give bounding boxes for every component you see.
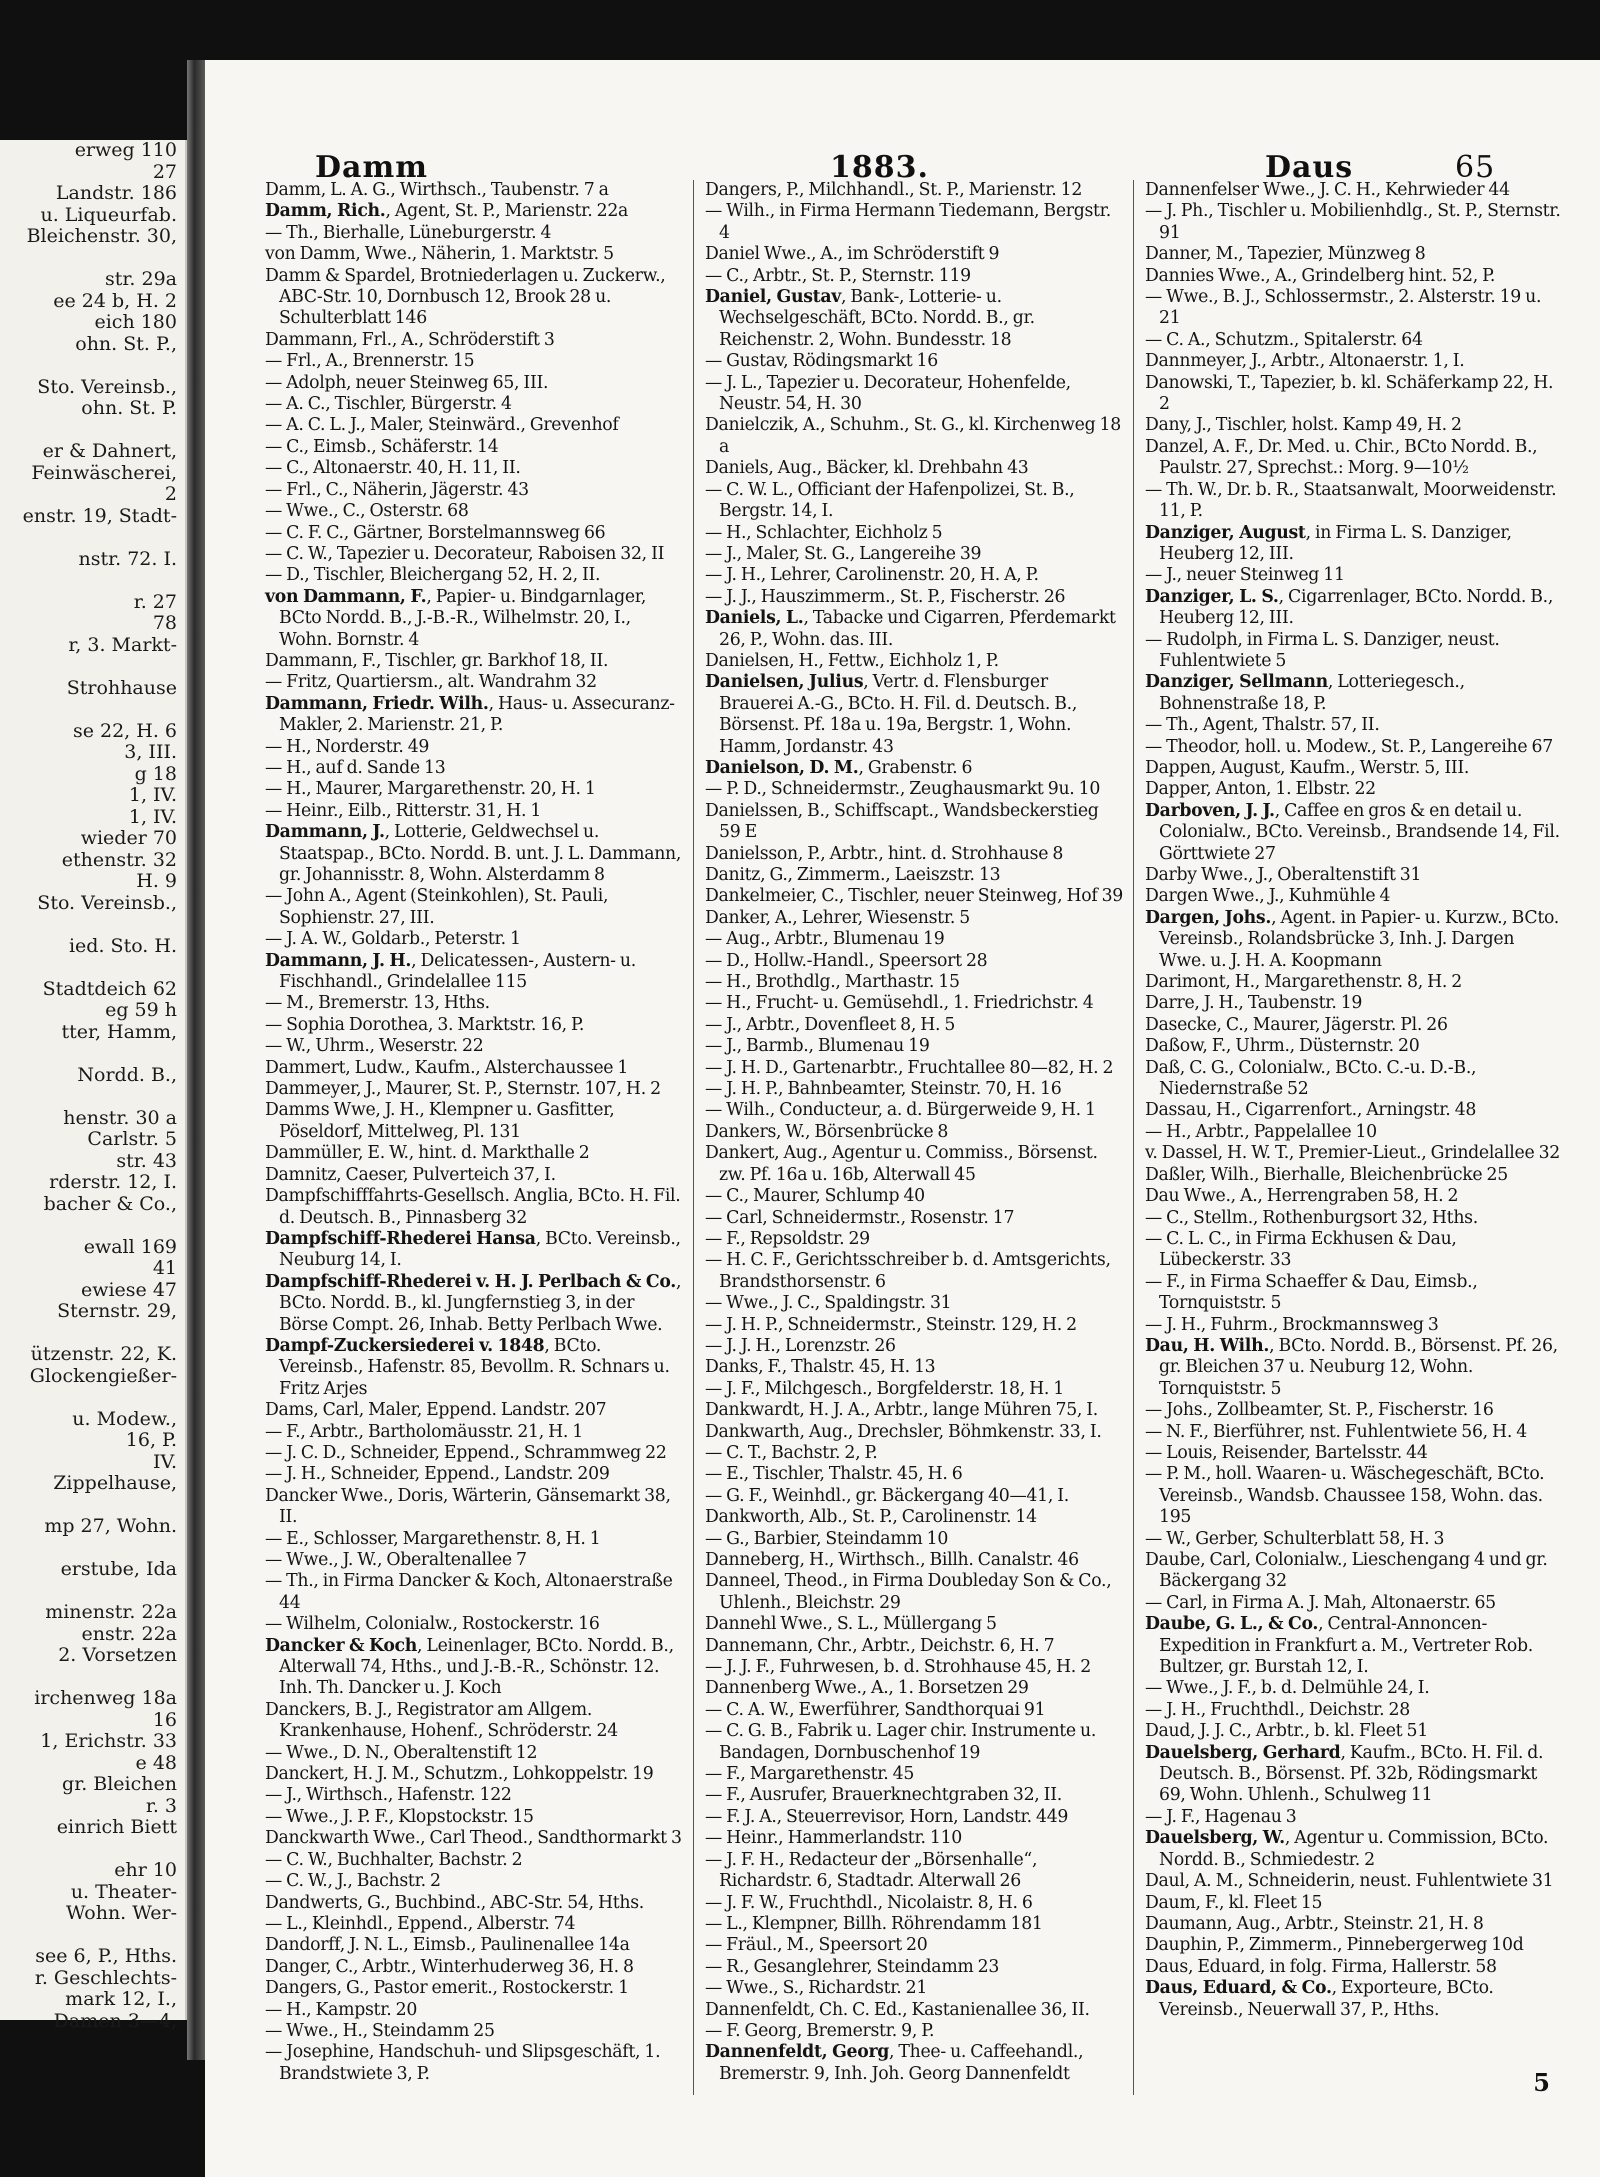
directory-entry: Danitz, G., Zimmerm., Laeiszstr. 13: [705, 865, 1001, 885]
directory-entry: Dangers, P., Milchhandl., St. P., Marienstr. 12: [705, 180, 1083, 200]
directory-entry: — P. D., Schneidermstr., Zeughausmarkt 9u. 10: [705, 779, 1101, 800]
directory-entry: — J., Arbtr., Dovenfleet 8, H. 5: [705, 1014, 956, 1035]
directory-entry: Dannies Wwe., A., Grindelberg hint. 52, P.: [1145, 265, 1496, 286]
fragment-line: str. 43: [116, 1149, 177, 1172]
directory-entry: Dammann, J., Lotterie, Geldwechsel u. Staatspap., BCto. Nordd. B. unt. J. L. Dammann, gr. Johannisstr. 8, Wohn. Alsterdamm 8: [265, 822, 682, 885]
directory-entry: Daum, F., kl. Fleet 15: [1145, 1892, 1323, 1913]
fragment-line: erweg 110: [74, 139, 177, 161]
directory-entry: Danneberg, H., Wirthsch., Billh. Canalstr. 46: [705, 1550, 1079, 1570]
fragment-line: u. Theater-: [70, 1880, 177, 1903]
directory-entry: — Th., Bierhalle, Lüneburgerstr. 4: [265, 222, 552, 243]
directory-entry: — J. F., Hagenau 3: [1145, 1806, 1297, 1827]
directory-entry: — H., Frucht- u. Gemüsehdl., 1. Friedrichstr. 4: [705, 993, 1094, 1014]
directory-entry: — J. A. W., Goldarb., Peterstr. 1: [265, 929, 521, 950]
directory-entry: Dargen, Johs., Agent. in Papier- u. Kurzw., BCto. Vereinsb., Rolandsbrücke 3, Inh. J. Dargen Wwe. u. J. H. A. Koopmann: [1145, 907, 1559, 971]
directory-entry: — J. H. P., Bahnbeamter, Steinstr. 70, H. 16: [705, 1079, 1062, 1100]
directory-entry: Daube, Carl, Colonialw., Lieschengang 4 und gr. Bäckergang 32: [1145, 1550, 1548, 1592]
directory-entry: Daniels, Aug., Bäcker, kl. Drehbahn 43: [705, 458, 1029, 479]
directory-entry: Dams, Carl, Maler, Eppend. Landstr. 207: [265, 1400, 607, 1421]
directory-entry: — W., Uhrm., Weserstr. 22: [265, 1036, 484, 1057]
directory-entry: — J. J. H., Lorenzstr. 26: [705, 1335, 896, 1356]
directory-entry: Dandwerts, G., Buchbind., ABC-Str. 54, Hths.: [265, 1892, 644, 1913]
directory-entry: Daniel, Gustav, Bank-, Lotterie- u. Wechselgeschäft, BCto. Nordd. B., gr. Reichenstr. 2, Wohn. Bundesstr. 18: [705, 287, 1035, 350]
book-gutter: [187, 60, 205, 2060]
fragment-line: r. Geschlechts-: [34, 1966, 177, 1989]
directory-entry: Dau Wwe., A., Herrengraben 58, H. 2: [1145, 1186, 1459, 1207]
directory-entry: — F., in Firma Schaeffer & Dau, Eimsb., Tornquiststr. 5: [1145, 1271, 1478, 1314]
directory-entry: — Th., in Firma Dancker & Koch, Altonaerstraße 44: [265, 1571, 673, 1613]
directory-entry: — G., Barbier, Steindamm 10: [705, 1528, 949, 1549]
directory-entry: — Carl, Schneidermstr., Rosenstr. 17: [705, 1207, 1015, 1228]
directory-entry: Daus, Eduard, in folg. Firma, Hallerstr. 58: [1145, 1956, 1497, 1977]
directory-entry: — F., Margarethenstr. 45: [705, 1764, 915, 1785]
directory-entry: — Wwe., D. N., Oberaltenstift 12: [265, 1742, 538, 1763]
directory-entry: — J., Maler, St. G., Langereihe 39: [705, 543, 982, 564]
directory-entry: Damm & Spardel, Brotniederlagen u. Zuckerw., ABC-Str. 10, Dornbusch 12, Brook 28 u. Schulterblatt 146: [265, 265, 666, 329]
directory-entry: — Adolph, neuer Steinweg 65, III.: [265, 372, 549, 393]
directory-entry: Dannenfelser Wwe., J. C. H., Kehrwieder 44: [1145, 180, 1510, 200]
fragment-line: 41: [152, 1257, 177, 1279]
directory-entry: — C. F. C., Gärtner, Borstelmannsweg 66: [265, 522, 606, 543]
fragment-line: ützenstr. 22, K.: [30, 1343, 177, 1365]
fragment-line: Glockengießer-: [29, 1364, 177, 1387]
page-number: 65: [1455, 150, 1496, 185]
fragment-line: Sternstr. 29,: [57, 1300, 177, 1322]
directory-entry: Dammert, Ludw., Kaufm., Alsterchaussee 1: [265, 1057, 629, 1078]
fragment-line: Stadtdeich 62: [42, 977, 177, 1000]
directory-entry: — Wwe., S., Richardstr. 21: [705, 1978, 928, 1999]
column-1: [265, 180, 683, 2110]
directory-entry: von Dammann, F., Papier- u. Bindgarnlager, BCto Nordd. B., J.-B.-R., Wilhelmstr. 20, I., Wohn. Bornstr. 4: [265, 586, 647, 650]
directory-entry: — J., Barmb., Blumenau 19: [705, 1036, 930, 1057]
directory-entry: — D., Hollw.-Handl., Speersort 28: [705, 950, 988, 971]
fragment-line: 1, IV.: [128, 784, 177, 806]
directory-entry: — Th. W., Dr. b. R., Staatsanwalt, Moorweidenstr. 11, P.: [1145, 479, 1557, 522]
directory-entry: Dammann, J. H., Delicatessen-, Austern- u. Fischhandl., Grindelallee 115: [265, 950, 636, 993]
fragment-line: 1, Erichstr. 33: [40, 1730, 177, 1752]
fragment-line: 78: [152, 612, 177, 634]
fragment-line: erstube, Ida: [60, 1558, 177, 1580]
directory-entry: — C. A., Schutzm., Spitalerstr. 64: [1145, 329, 1423, 350]
directory-entry: — C., Maurer, Schlump 40: [705, 1186, 925, 1207]
fragment-line: er & Dahnert,: [42, 440, 177, 462]
directory-entry: — Wwe., J. C., Spaldingstr. 31: [705, 1293, 952, 1314]
directory-entry: Dannenberg Wwe., A., 1. Borsetzen 29: [705, 1678, 1029, 1699]
directory-entry: Daumann, Aug., Arbtr., Steinstr. 21, H. 8: [1145, 1913, 1484, 1934]
directory-columns: [265, 180, 1565, 2120]
fragment-line: Nordd. B.,: [77, 1063, 177, 1086]
directory-entry: Dannehl Wwe., S. L., Müllergang 5: [705, 1614, 997, 1635]
directory-entry: Dannemann, Chr., Arbtr., Deichstr. 6, H. 7: [705, 1635, 1055, 1656]
directory-entry: — J. H. P., Schneidermstr., Steinstr. 129, H. 2: [705, 1314, 1077, 1335]
directory-entry: Dappen, August, Kaufm., Werstr. 5, III.: [1145, 757, 1470, 778]
fragment-line: Bleichenstr. 30,: [26, 225, 177, 247]
directory-entry: — Wwe., B. J., Schlossermstr., 2. Alsterstr. 19 u. 21: [1145, 287, 1542, 329]
directory-entry: — H., Brothdlg., Marthastr. 15: [705, 972, 960, 993]
fragment-line: bacher & Co.,: [43, 1192, 177, 1215]
column-2: [705, 180, 1123, 2110]
directory-entry: Dammann, F., Tischler, gr. Barkhof 18, II.: [265, 650, 609, 671]
directory-entry: Dany, J., Tischler, holst. Kamp 49, H. 2: [1145, 415, 1462, 436]
directory-entry: — Wwe., H., Steindamm 25: [265, 2020, 495, 2041]
directory-entry: Daßow, F., Uhrm., Düsternstr. 20: [1145, 1036, 1420, 1057]
directory-entry: — J. H., Lehrer, Carolinenstr. 20, H. A, P.: [705, 565, 1039, 586]
directory-entry: — M., Bremerstr. 13, Hths.: [265, 993, 490, 1014]
directory-entry: — J. J., Hauszimmerm., St. P., Fischerstr. 26: [705, 586, 1066, 607]
directory-entry: — H., Maurer, Margarethenstr. 20, H. 1: [265, 779, 596, 800]
directory-entry: Dankwarth, Aug., Drechsler, Böhmkenstr. 33, I.: [705, 1421, 1102, 1442]
directory-entry: — J. F. H., Redacteur der „Börsenhalle“, Richardstr. 6, Stadtadr. Alterwall 26: [705, 1849, 1038, 1892]
directory-entry: Dauelsberg, Gerhard, Kaufm., BCto. H. Fil. d. Deutsch. B., Börsenst. Pf. 32b, Rödingsmarkt 69, Wohn. Uhlenh., Schulweg 11: [1145, 1742, 1544, 1806]
directory-entry: Dankelmeier, C., Tischler, neuer Steinweg, Hof 39: [705, 886, 1124, 907]
fragment-line: ied. Sto. H.: [68, 934, 177, 957]
fragment-line: Damen 3—4,: [53, 2009, 177, 2032]
directory-entry: — G. F., Weinhdl., gr. Bäckergang 40—41, I.: [705, 1485, 1069, 1506]
directory-entry: Darboven, J. J., Caffee en gros & en detail u. Colonialw., BCto. Vereinsb., Brandsende 14, Fil. Görttwiete 27: [1145, 800, 1560, 864]
directory-entry: Danckers, B. J., Registrator am Allgem. Krankenhause, Hohenf., Schröderstr. 24: [265, 1699, 618, 1742]
directory-entry: — F. J. A., Steuerrevisor, Horn, Landstr. 449: [705, 1806, 1069, 1827]
directory-entry: — J. F. W., Fruchthdl., Nicolaistr. 8, H. 6: [705, 1892, 1033, 1913]
directory-entry: — D., Tischler, Bleichergang 52, H. 2, II.: [265, 565, 601, 586]
directory-entry: — J. H., Fruchthdl., Deichstr. 28: [1145, 1699, 1410, 1720]
directory-entry: Dammüller, E. W., hint. d. Markthalle 2: [265, 1143, 590, 1164]
directory-entry: — J. C. D., Schneider, Eppend., Schrammweg 22: [265, 1442, 667, 1463]
fragment-line: ehr 10: [114, 1859, 177, 1881]
fragment-line: enstr. 22a: [81, 1622, 177, 1645]
fragment-line: Feinwäscherei,: [31, 461, 177, 484]
fragment-line: rderstr. 12, I.: [49, 1171, 177, 1193]
fragment-line: henstr. 30 a: [63, 1106, 177, 1129]
directory-entry: Danzel, A. F., Dr. Med. u. Chir., BCto Nordd. B., Paulstr. 27, Sprechst.: Morg. 9—10½: [1145, 436, 1538, 479]
directory-entry: — Wwe., C., Osterstr. 68: [265, 501, 469, 522]
directory-entry: Dankers, W., Börsenbrücke 8: [705, 1121, 949, 1142]
directory-entry: — L., Kleinhdl., Eppend., Alberstr. 74: [265, 1913, 576, 1934]
directory-entry: Darby Wwe., J., Oberaltenstift 31: [1145, 865, 1422, 885]
directory-entry: — C. G. B., Fabrik u. Lager chir. Instrumente u. Bandagen, Dornbuschenhof 19: [705, 1721, 1097, 1763]
directory-entry: Danowski, T., Tapezier, b. kl. Schäferkamp 22, H. 2: [1145, 372, 1554, 415]
directory-entry: — Wilhelm, Colonialw., Rostockerstr. 16: [265, 1614, 600, 1635]
directory-entry: Daniels, L., Tabacke und Cigarren, Pferdemarkt 26, P., Wohn. das. III.: [705, 608, 1116, 650]
fragment-line: Wohn. Wer-: [66, 1902, 177, 1924]
previous-page-fragment: [0, 139, 187, 2032]
fragment-line: g 18: [134, 762, 177, 785]
fragment-line: nstr. 72. I.: [78, 547, 177, 570]
directory-entry: Damm, L. A. G., Wirthsch., Taubenstr. 7 a: [265, 180, 609, 200]
directory-entry: Danner, M., Tapezier, Münzweg 8: [1145, 244, 1426, 265]
directory-entry: — Frl., C., Näherin, Jägerstr. 43: [265, 479, 529, 500]
directory-entry: — J. F., Milchgesch., Borgfelderstr. 18, H. 1: [705, 1378, 1064, 1399]
directory-entry: Danziger, L. S., Cigarrenlager, BCto. Nordd. B., Heuberg 12, III.: [1145, 586, 1554, 629]
directory-entry: Dampfschifffahrts-Gesellsch. Anglia, BCto. H. Fil. d. Deutsch. B., Pinnasberg 32: [265, 1186, 681, 1228]
directory-entry: — Th., Agent, Thalstr. 57, II.: [1145, 715, 1380, 736]
fragment-line: Strohhause: [66, 676, 177, 699]
directory-entry: — Wwe., J. P. F., Klopstockstr. 15: [265, 1806, 534, 1827]
directory-entry: Damnitz, Caeser, Pulverteich 37, I.: [265, 1164, 556, 1185]
directory-entry: — J., neuer Steinweg 11: [1145, 565, 1345, 586]
directory-entry: Dankwardt, H. J. A., Arbtr., lange Mühren 75, I.: [705, 1400, 1098, 1421]
directory-entry: — Wilh., in Firma Hermann Tiedemann, Bergstr. 4: [705, 201, 1111, 243]
fragment-line: 3, III.: [124, 741, 177, 763]
directory-entry: Dampfschiff-Rhederei v. H. J. Perlbach & Co., BCto. Nordd. B., kl. Jungfernstieg 3, in der Börse Compt. 26, Inhab. Betty Perlbach Wwe.: [265, 1271, 682, 1335]
directory-entry: — Carl, in Firma A. J. Mah, Altonaerstr. 65: [1145, 1592, 1496, 1613]
header-year: 1883.: [830, 150, 929, 185]
directory-entry: Daß, C. G., Colonialw., BCto. C.-u. D.-B., Niedernstraße 52: [1145, 1057, 1477, 1100]
directory-entry: — R., Gesanglehrer, Steindamm 23: [705, 1956, 1000, 1977]
directory-entry: Dapper, Anton, 1. Elbstr. 22: [1145, 779, 1376, 800]
directory-entry: — C. W. L., Officiant der Hafenpolizei, St. B., Bergstr. 14, I.: [705, 479, 1075, 522]
directory-entry: Dammeyer, J., Maurer, St. P., Sternstr. 107, H. 2: [265, 1079, 661, 1100]
directory-entry: Dau, H. Wilh., BCto. Nordd. B., Börsenst. Pf. 26, gr. Bleichen 37 u. Neuburg 12, Wohn. Tornquiststr. 5: [1145, 1335, 1558, 1399]
directory-entry: Daniel Wwe., A., im Schröderstift 9: [705, 244, 1000, 265]
directory-entry: Damm, Rich., Agent, St. P., Marienstr. 22a: [265, 201, 629, 222]
fragment-line: Sto. Vereinsb.,: [37, 375, 177, 398]
directory-entry: Dampf-Zuckersiederei v. 1848, BCto. Vereinsb., Hafenstr. 85, Bevollm. R. Schnars u. Fritz Arjes: [265, 1335, 670, 1399]
signature-mark: 5: [1533, 2068, 1550, 2097]
directory-entry: — F., Arbtr., Bartholomäusstr. 21, H. 1: [265, 1421, 583, 1442]
fragment-line: ee 24 b, H. 2: [53, 289, 177, 312]
directory-entry: Danker, A., Lehrer, Wiesenstr. 5: [705, 907, 970, 928]
directory-entry: — C. A. W., Ewerführer, Sandthorquai 91: [705, 1699, 1046, 1720]
directory-entry: — H., Kampstr. 20: [265, 1999, 418, 2020]
fragment-line: u. Liqueurfab.: [40, 203, 177, 226]
directory-entry: Danielssen, B., Schiffscapt., Wandsbeckerstieg 59 E: [705, 800, 1099, 843]
fragment-line: ewiese 47: [80, 1278, 177, 1301]
directory-entry: — H., auf d. Sande 13: [265, 757, 446, 778]
directory-entry: — C., Stellm., Rothenburgsort 32, Hths.: [1145, 1207, 1478, 1228]
fragment-line: Carlstr. 5: [87, 1128, 177, 1150]
directory-entry: — P. M., holl. Waaren- u. Wäschegeschäft, BCto. Vereinsb., Wandsb. Chaussee 158, Wohn. das. 195: [1145, 1464, 1545, 1528]
directory-entry: — C. T., Bachstr. 2, P.: [705, 1442, 878, 1463]
directory-entry: — Wwe., J. W., Oberaltenallee 7: [265, 1550, 527, 1570]
fragment-line: ethenstr. 32: [61, 848, 177, 871]
directory-entry: — C. W., J., Bachstr. 2: [265, 1871, 441, 1892]
fragment-line: 1, IV.: [128, 805, 177, 828]
directory-entry: — J. H. D., Gartenarbtr., Fruchtallee 80—82, H. 2: [705, 1057, 1114, 1078]
fragment-line: tter, Hamm,: [61, 1020, 177, 1043]
fragment-line: 27: [152, 160, 177, 183]
directory-entry: — Louis, Reisender, Bartelsstr. 44: [1145, 1442, 1428, 1463]
directory-entry: von Damm, Wwe., Näherin, 1. Marktstr. 5: [265, 244, 614, 265]
directory-entry: Danielson, D. M., Grabenstr. 6: [705, 757, 973, 778]
directory-entry: Dangers, G., Pastor emerit., Rostockerstr. 1: [265, 1978, 629, 1999]
directory-entry: — C. W., Buchhalter, Bachstr. 2: [265, 1849, 523, 1870]
directory-entry: Dannenfeldt, Georg, Thee- u. Caffeehandl., Bremerstr. 9, Inh. Joh. Georg Dannenfeldt: [705, 2042, 1084, 2084]
directory-entry: — Aug., Arbtr., Blumenau 19: [705, 929, 945, 950]
directory-entry: — C., Eimsb., Schäferstr. 14: [265, 436, 499, 457]
directory-entry: Dannmeyer, J., Arbtr., Altonaerstr. 1, I.: [1145, 351, 1465, 372]
directory-entry: Dammann, Friedr. Wilh., Haus- u. Assecuranz-Makler, 2. Marienstr. 21, P.: [265, 693, 675, 736]
directory-entry: Dancker & Koch, Leinenlager, BCto. Nordd. B., Alterwall 74, Hths., und J.-B.-R., Schönstr. 12. Inh. Th. Dancker u. J. Koch: [265, 1635, 674, 1699]
fragment-line: minenstr. 22a: [45, 1601, 177, 1623]
directory-entry: Danielsen, Julius, Vertr. d. Flensburger Brauerei A.-G., BCto. H. Fil. d. Deutsch. B., Börsenst. Pf. 18a u. 19a, Bergstr. 1, Wohn. Hamm, Jordanstr. 43: [705, 672, 1078, 757]
directory-entry: — Fritz, Quartiersm., alt. Wandrahm 32: [265, 672, 597, 693]
directory-entry: Danger, C., Arbtr., Winterhuderweg 36, H. 8: [265, 1956, 634, 1977]
directory-entry: Darre, J. H., Taubenstr. 19: [1145, 993, 1363, 1014]
directory-entry: — Heinr., Eilb., Ritterstr. 31, H. 1: [265, 800, 542, 821]
directory-entry: Dasecke, C., Maurer, Jägerstr. Pl. 26: [1145, 1014, 1448, 1035]
fragment-line: 16: [152, 1708, 177, 1731]
directory-entry: Dassau, H., Cigarrenfort., Arningstr. 48: [1145, 1100, 1477, 1121]
directory-entry: — Rudolph, in Firma L. S. Danziger, neust. Fuhlentwiete 5: [1145, 629, 1500, 671]
fragment-line: e 48: [135, 1751, 177, 1774]
fragment-line: ewall 169: [83, 1235, 177, 1258]
directory-entry: — Frl., A., Brennerstr. 15: [265, 351, 475, 372]
directory-entry: — F., Repsoldstr. 29: [705, 1228, 870, 1249]
fragment-line: see 6, P., Hths.: [35, 1945, 177, 1967]
directory-entry: v. Dassel, H. W. T., Premier-Lieut., Grindelallee 32: [1145, 1143, 1560, 1164]
directory-entry: — C. W., Tapezier u. Decorateur, Raboisen 32, II: [265, 543, 665, 564]
column-3: [1145, 180, 1563, 2110]
directory-entry: Dammann, Frl., A., Schröderstift 3: [265, 329, 555, 350]
fragment-line: 16, P.: [125, 1429, 177, 1451]
directory-page: [205, 60, 1600, 2177]
fragment-line: Zippelhause,: [53, 1472, 177, 1494]
directory-entry: — L., Klempner, Billh. Röhrendamm 181: [705, 1913, 1043, 1934]
directory-entry: Damms Wwe, J. H., Klempner u. Gasfitter, Pöseldorf, Mittelweg, Pl. 131: [265, 1100, 615, 1142]
header-left-keyword: Damm: [315, 150, 428, 185]
fragment-line: u. Modew.,: [72, 1407, 177, 1430]
directory-entry: Dargen Wwe., J., Kuhmühle 4: [1145, 886, 1391, 907]
fragment-line: wieder 70: [80, 827, 177, 849]
directory-entry: — Josephine, Handschuh- und Slipsgeschäft, 1. Brandstwiete 3, P.: [265, 2042, 661, 2084]
fragment-line: r, 3. Markt-: [68, 633, 177, 656]
fragment-line: r. 3: [145, 1794, 177, 1817]
directory-entry: Danks, F., Thalstr. 45, H. 13: [705, 1357, 936, 1378]
directory-entry: Daube, G. L., & Co., Central-Annoncen-Expedition in Frankfurt a. M., Vertreter Rob. Bultzer, gr. Burstah 12, I.: [1145, 1614, 1533, 1678]
directory-entry: — F. Georg, Bremerstr. 9, P.: [705, 2020, 935, 2041]
fragment-line: enstr. 19, Stadt-: [22, 504, 177, 527]
fragment-line: ohn. St. P.: [81, 397, 177, 419]
directory-entry: Dankert, Aug., Agentur u. Commiss., Börsenst. zw. Pf. 16a u. 16b, Alterwall 45: [705, 1143, 1098, 1185]
directory-entry: Danielsson, P., Arbtr., hint. d. Strohhause 8: [705, 843, 1064, 864]
directory-entry: Danielczik, A., Schuhm., St. G., kl. Kirchenweg 18 a: [705, 415, 1121, 457]
directory-entry: Daus, Eduard, & Co., Exporteure, BCto. Vereinsb., Neuerwall 37, P., Hths.: [1145, 1978, 1494, 2020]
column-divider: [1133, 180, 1134, 2095]
fragment-line: Landstr. 186: [55, 182, 177, 204]
fragment-line: 2. Vorsetzen: [58, 1644, 177, 1666]
directory-entry: Dannenfeldt, Ch. C. Ed., Kastanienallee 36, II.: [705, 1999, 1090, 2020]
directory-entry: — Gustav, Rödingsmarkt 16: [705, 351, 938, 372]
directory-entry: — A. C. L. J., Maler, Steinwärd., Grevenhof: [265, 415, 619, 436]
directory-entry: — C. L. C., in Firma Eckhusen & Dau, Lübeckerstr. 33: [1145, 1228, 1457, 1271]
directory-entry: Dampfschiff-Rhederei Hansa, BCto. Vereinsb., Neuburg 14, I.: [265, 1228, 681, 1271]
directory-entry: — Sophia Dorothea, 3. Marktstr. 16, P.: [265, 1014, 585, 1035]
directory-entry: — J., Wirthsch., Hafenstr. 122: [265, 1785, 512, 1806]
directory-entry: Danneel, Theod., in Firma Doubleday Son & Co., Uhlenh., Bleichstr. 29: [705, 1571, 1112, 1613]
directory-entry: Dauelsberg, W., Agentur u. Commission, BCto. Nordd. B., Schmiedestr. 2: [1145, 1828, 1549, 1870]
fragment-line: gr. Bleichen: [62, 1773, 177, 1795]
directory-entry: — Johs., Zollbeamter, St. P., Fischerstr. 16: [1145, 1400, 1494, 1421]
directory-entry: Danziger, Sellmann, Lotteriegesch., Bohnenstraße 18, P.: [1145, 672, 1465, 714]
fragment-line: H. 9: [136, 870, 177, 892]
directory-entry: — A. C., Tischler, Bürgerstr. 4: [265, 394, 512, 415]
fragment-line: Sto. Vereinsb.,: [37, 891, 177, 914]
column-divider: [693, 180, 694, 2095]
directory-entry: — J. L., Tapezier u. Decorateur, Hohenfelde, Neustr. 54, H. 30: [705, 372, 1071, 415]
fragment-line: eich 180: [94, 311, 177, 333]
directory-entry: — Wilh., Conducteur, a. d. Bürgerweide 9, H. 1: [705, 1100, 1096, 1121]
fragment-line: str. 29a: [105, 268, 177, 290]
directory-entry: Dankworth, Alb., St. P., Carolinenstr. 14: [705, 1507, 1037, 1528]
directory-entry: Daul, A. M., Schneiderin, neust. Fuhlentwiete 31: [1145, 1871, 1554, 1892]
directory-entry: Danckwarth Wwe., Carl Theod., Sandthormarkt 3: [265, 1828, 682, 1849]
directory-entry: Darimont, H., Margarethenstr. 8, H. 2: [1145, 972, 1462, 993]
directory-entry: Daud, J. J. C., Arbtr., b. kl. Fleet 51: [1145, 1721, 1428, 1742]
fragment-line: mp 27, Wohn.: [44, 1515, 177, 1537]
directory-entry: — J. H., Fuhrm., Brockmannsweg 3: [1145, 1314, 1439, 1335]
directory-entry: — J. J. F., Fuhrwesen, b. d. Strohhause 45, H. 2: [705, 1657, 1091, 1678]
directory-entry: — N. F., Bierführer, nst. Fuhlentwiete 56, H. 4: [1145, 1421, 1527, 1442]
directory-entry: Dauphin, P., Zimmerm., Pinnebergerweg 10d: [1145, 1935, 1524, 1956]
directory-entry: Dancker Wwe., Doris, Wärterin, Gänsemarkt 38, II.: [265, 1485, 671, 1528]
directory-entry: Daßler, Wilh., Bierhalle, Bleichenbrücke 25: [1145, 1164, 1508, 1185]
directory-entry: — Heinr., Hammerlandstr. 110: [705, 1828, 962, 1849]
directory-entry: Danziger, August, in Firma L. S. Danziger, Heuberg 12, III.: [1145, 522, 1512, 564]
fragment-line: mark 12, I.,: [65, 1988, 177, 2010]
directory-entry: — H., Schlachter, Eichholz 5: [705, 522, 943, 543]
directory-entry: — H., Arbtr., Pappelallee 10: [1145, 1121, 1377, 1142]
directory-entry: — J. Ph., Tischler u. Mobilienhdlg., St. P., Sternstr. 91: [1145, 201, 1561, 243]
directory-entry: Danielsen, H., Fettw., Eichholz 1, P.: [705, 650, 999, 671]
directory-entry: Danckert, H. J. M., Schutzm., Lohkoppelstr. 19: [265, 1764, 654, 1785]
fragment-line: r. 27: [133, 590, 177, 613]
directory-entry: — F., Ausrufer, Brauerknechtgraben 32, II.: [705, 1785, 1062, 1806]
fragment-line: 2: [164, 483, 177, 505]
fragment-line: eg 59 h: [105, 999, 177, 1021]
directory-entry: — W., Gerber, Schulterblatt 58, H. 3: [1145, 1528, 1445, 1549]
directory-entry: — H., Norderstr. 49: [265, 736, 430, 757]
directory-entry: — Wwe., J. F., b. d. Delmühle 24, I.: [1145, 1678, 1430, 1699]
fragment-line: irchenweg 18a: [34, 1687, 177, 1709]
directory-entry: Dandorff, J. N. L., Eimsb., Paulinenallee 14a: [265, 1935, 630, 1956]
fragment-line: IV.: [153, 1450, 177, 1473]
directory-entry: — C., Arbtr., St. P., Sternstr. 119: [705, 265, 971, 286]
directory-entry: — John A., Agent (Steinkohlen), St. Pauli, Sophienstr. 27, III.: [265, 886, 609, 928]
fragment-line: se 22, H. 6: [72, 719, 177, 742]
directory-entry: — E., Tischler, Thalstr. 45, H. 6: [705, 1464, 963, 1485]
fragment-line: einrich Biett: [56, 1816, 177, 1838]
header-right-keyword: Daus: [1265, 150, 1354, 185]
directory-entry: — J. H., Schneider, Eppend., Landstr. 209: [265, 1464, 610, 1485]
directory-entry: — E., Schlosser, Margarethenstr. 8, H. 1: [265, 1528, 601, 1549]
directory-entry: — H. C. F., Gerichtsschreiber b. d. Amtsgerichts, Brandsthorsenstr. 6: [705, 1250, 1111, 1292]
fragment-line: ohn. St. P.,: [75, 332, 177, 355]
directory-entry: — C., Altonaerstr. 40, H. 11, II.: [265, 458, 521, 479]
directory-entry: — Theodor, holl. u. Modew., St. P., Langereihe 67: [1145, 736, 1553, 757]
directory-entry: — Fräul., M., Speersort 20: [705, 1935, 928, 1956]
